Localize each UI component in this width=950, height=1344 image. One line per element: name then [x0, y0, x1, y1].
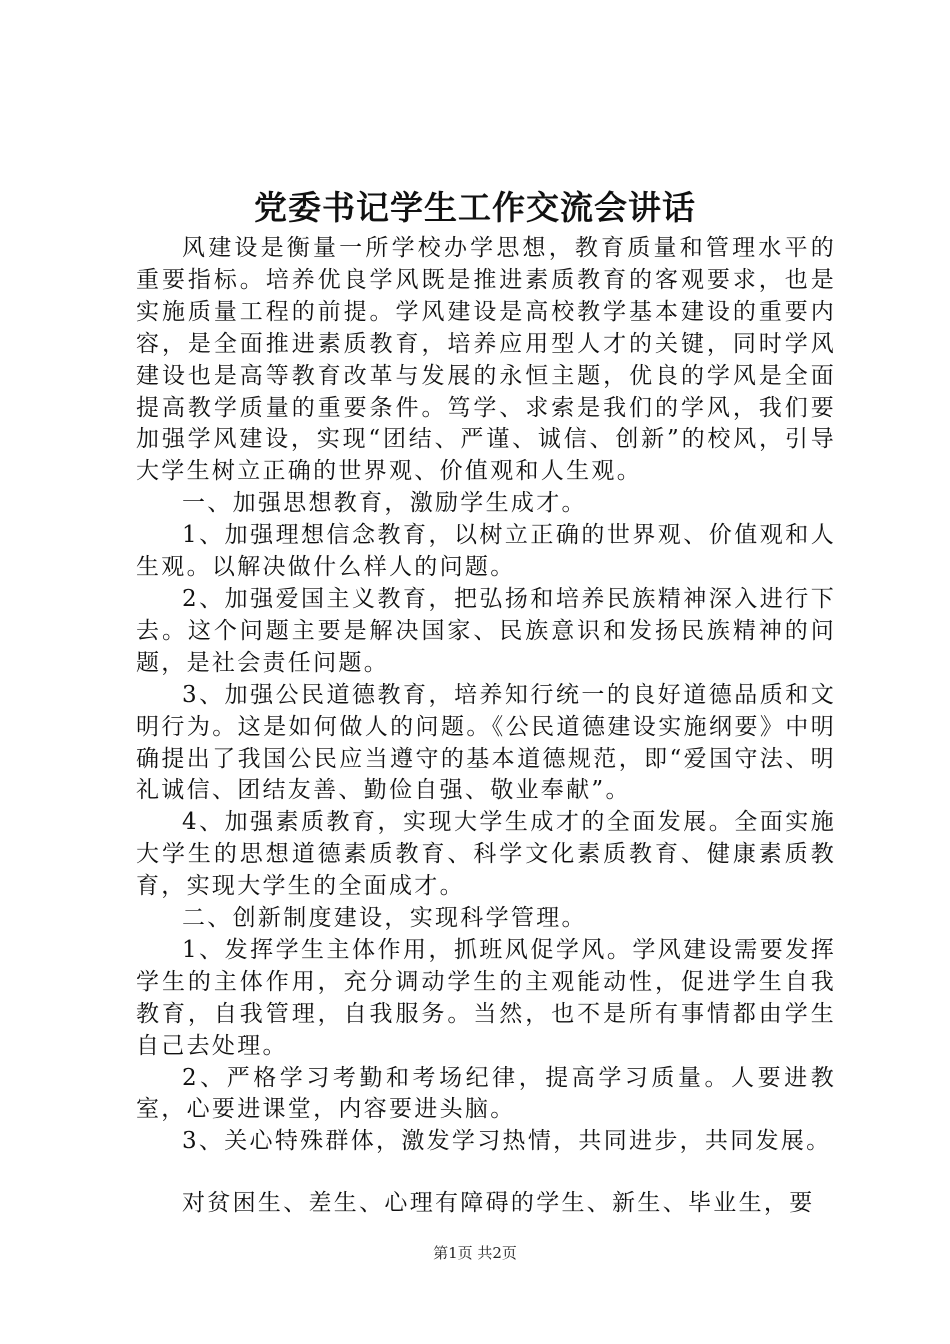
document-title: 党委书记学生工作交流会讲话	[254, 188, 696, 227]
paragraph-item-1-2: 2、加强爱国主义教育，把弘扬和培养民族精神深入进行下去。这个问题主要是解决国家、民族意识和发扬民族精神的问题，是社会责任问题。	[136, 585, 836, 676]
paragraph-item-1-3: 3、加强公民道德教育，培养知行统一的良好道德品质和文明行为。这是如何做人的问题。《公民道德建设实施纲要》中明确提出了我国公民应当遵守的基本道德规范，即“爱国守法、明礼诚信、团结友善、勤俭自强、敬业奉献”。	[136, 681, 836, 804]
document-body	[136, 233, 836, 1220]
section-heading-1: 一、加强思想教育，激励学生成才。	[182, 490, 587, 517]
paragraph-continuation: 对贫困生、差生、心理有障碍的学生、新生、毕业生，要	[182, 1190, 815, 1217]
page-footer: 第1页 共2页	[433, 1244, 517, 1262]
paragraph-item-2-2: 2、严格学习考勤和考场纪律，提高学习质量。人要进教室，心要进课堂，内容要进头脑。	[136, 1064, 836, 1123]
paragraph-item-1-4: 4、加强素质教育，实现大学生成才的全面发展。全面实施大学生的思想道德素质教育、科学文化素质教育、健康素质教育，实现大学生的全面成才。	[136, 809, 836, 900]
paragraph-item-1-1: 1、加强理想信念教育，以树立正确的世界观、价值观和人生观。以解决做什么样人的问题。	[136, 522, 836, 581]
section-heading-2: 二、创新制度建设，实现科学管理。	[182, 905, 587, 932]
paragraph-item-2-1: 1、发挥学生主体作用，抓班风促学风。学风建设需要发挥学生的主体作用，充分调动学生的主观能动性，促进学生自我教育，自我管理，自我服务。当然，也不是所有事情都由学生自己去处理。	[136, 936, 836, 1059]
paragraph-item-2-3: 3、关心特殊群体，激发学习热情，共同进步，共同发展。	[182, 1128, 832, 1155]
paragraph-intro: 风建设是衡量一所学校办学思想，教育质量和管理水平的重要指标。培养优良学风既是推进素质教育的客观要求，也是实施质量工程的前提。学风建设是高校教学基本建设的重要内容，是全面推进素质教育，培养应用型人才的关键，同时学风建设也是高等教育改革与发展的永恒主题，优良的学风是全面提高教学质量的重要条件。笃学、求索是我们的学风，我们要加强学风建设，实现“团结、严谨、诚信、创新”的校风，引导大学生树立正确的世界观、价值观和人生观。	[136, 235, 836, 485]
